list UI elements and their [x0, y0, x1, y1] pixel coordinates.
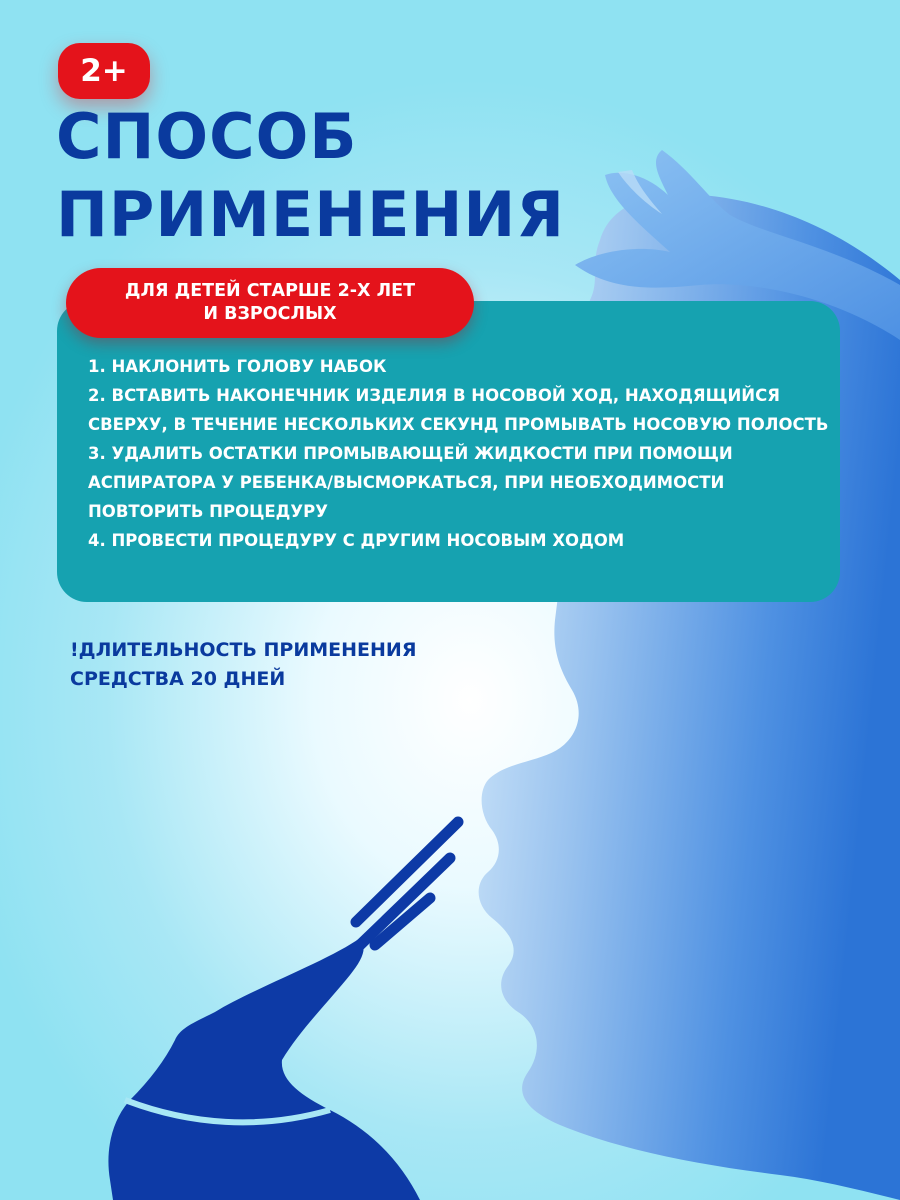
audience-line-1: ДЛЯ ДЕТЕЙ СТАРШЕ 2-Х ЛЕТ — [124, 281, 416, 301]
audience-badge — [66, 268, 474, 338]
spray-stream-icon — [356, 822, 458, 945]
title-line-1: СПОСОБ — [56, 100, 358, 173]
audience-line-2: И ВЗРОСЛЫХ — [203, 304, 337, 324]
title-line-2: ПРИМЕНЕНИЯ — [56, 178, 566, 251]
age-badge: 2+ — [58, 43, 150, 99]
duration-note-line-2: СРЕДСТВА 20 ДНЕЙ — [70, 668, 286, 690]
instruction-steps-list — [88, 352, 833, 555]
duration-note-line-1: !ДЛИТЕЛЬНОСТЬ ПРИМЕНЕНИЯ — [70, 639, 417, 661]
duration-note — [70, 636, 550, 694]
page-title — [56, 98, 565, 254]
step-1: 1. НАКЛОНИТЬ ГОЛОВУ НАБОК — [88, 357, 387, 376]
step-3: 3. УДАЛИТЬ ОСТАТКИ ПРОМЫВАЮЩЕЙ ЖИДКОСТИ ПРИ ПОМОЩИ АСПИРАТОРА У РЕБЕНКА/ВЫСМОРКАТЬСЯ, ПРИ НЕОБХОДИМОСТИ ПОВТОРИТЬ ПРОЦЕДУРУ — [88, 444, 733, 521]
step-2: 2. ВСТАВИТЬ НАКОНЕЧНИК ИЗДЕЛИЯ В НОСОВОЙ ХОД, НАХОДЯЩИЙСЯ СВЕРХУ, В ТЕЧЕНИЕ НЕСКОЛЬКИХ СЕКУНД ПРОМЫВАТЬ НОСОВУЮ ПОЛОСТЬ — [88, 386, 829, 434]
nasal-spray-bottle-icon — [108, 938, 420, 1200]
step-4: 4. ПРОВЕСТИ ПРОЦЕДУРУ С ДРУГИМ НОСОВЫМ ХОДОМ — [88, 531, 625, 550]
